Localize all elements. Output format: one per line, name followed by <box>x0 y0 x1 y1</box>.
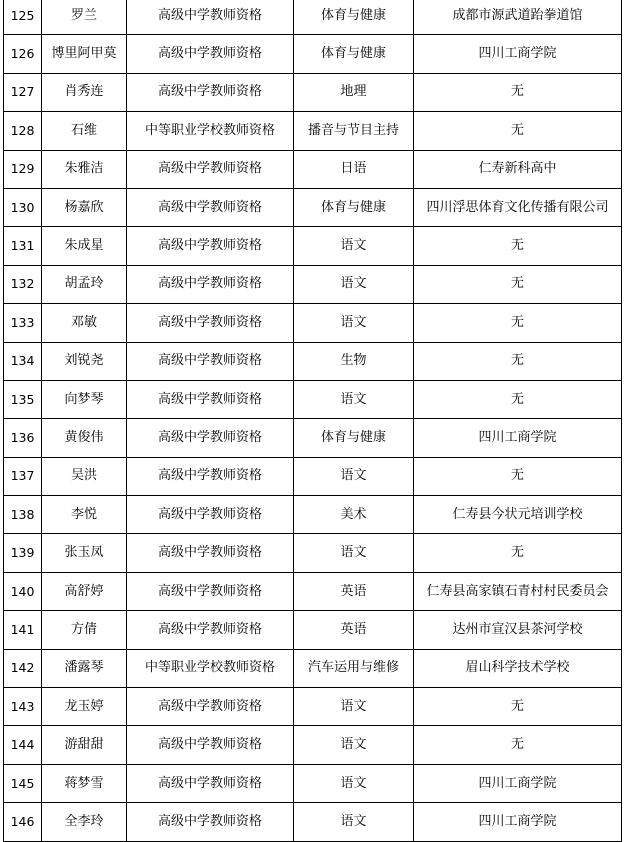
work-unit-cell: 无 <box>414 534 622 572</box>
row-number-cell: 126 <box>4 35 42 73</box>
subject-cell: 体育与健康 <box>294 419 414 457</box>
row-number-cell: 127 <box>4 73 42 111</box>
name-cell: 朱成星 <box>42 227 127 265</box>
qualification-cell: 高级中学教师资格 <box>127 380 294 418</box>
table-row <box>4 572 622 610</box>
work-unit-cell: 仁寿县今状元培训学校 <box>414 496 622 534</box>
work-unit-cell: 无 <box>414 457 622 495</box>
name-cell: 刘锐尧 <box>42 342 127 380</box>
subject-cell: 英语 <box>294 611 414 649</box>
name-cell: 全李玲 <box>42 803 127 841</box>
table-row <box>4 764 622 802</box>
qualification-cell: 高级中学教师资格 <box>127 572 294 610</box>
row-number-cell: 133 <box>4 304 42 342</box>
name-cell: 博里阿甲莫 <box>42 35 127 73</box>
table-row <box>4 73 622 111</box>
name-cell: 朱雅洁 <box>42 150 127 188</box>
qualification-cell: 高级中学教师资格 <box>127 803 294 841</box>
work-unit-cell: 无 <box>414 227 622 265</box>
table-row <box>4 35 622 73</box>
subject-cell: 体育与健康 <box>294 0 414 35</box>
qualification-cell: 高级中学教师资格 <box>127 496 294 534</box>
work-unit-cell: 无 <box>414 342 622 380</box>
qualification-cell: 高级中学教师资格 <box>127 0 294 35</box>
subject-cell: 地理 <box>294 73 414 111</box>
row-number-cell: 131 <box>4 227 42 265</box>
qualification-cell: 高级中学教师资格 <box>127 342 294 380</box>
work-unit-cell: 达州市宣汉县茶河学校 <box>414 611 622 649</box>
table-body <box>4 0 622 841</box>
subject-cell: 体育与健康 <box>294 35 414 73</box>
subject-cell: 语文 <box>294 688 414 726</box>
name-cell: 龙玉婷 <box>42 688 127 726</box>
qualification-cell: 高级中学教师资格 <box>127 265 294 303</box>
work-unit-cell: 四川工商学院 <box>414 419 622 457</box>
row-number-cell: 129 <box>4 150 42 188</box>
name-cell: 蒋梦雪 <box>42 764 127 802</box>
name-cell: 石维 <box>42 112 127 150</box>
teacher-qualification-table <box>3 0 622 842</box>
work-unit-cell: 无 <box>414 304 622 342</box>
table-row <box>4 112 622 150</box>
row-number-cell: 143 <box>4 688 42 726</box>
row-number-cell: 144 <box>4 726 42 764</box>
subject-cell: 语文 <box>294 457 414 495</box>
subject-cell: 汽车运用与维修 <box>294 649 414 687</box>
subject-cell: 语文 <box>294 764 414 802</box>
row-number-cell: 132 <box>4 265 42 303</box>
table-row <box>4 611 622 649</box>
table-row <box>4 688 622 726</box>
qualification-cell: 高级中学教师资格 <box>127 304 294 342</box>
qualification-cell: 高级中学教师资格 <box>127 188 294 226</box>
work-unit-cell: 仁寿县高家镇石青村村民委员会 <box>414 572 622 610</box>
name-cell: 吴洪 <box>42 457 127 495</box>
table-row <box>4 227 622 265</box>
qualification-cell: 高级中学教师资格 <box>127 419 294 457</box>
name-cell: 李悦 <box>42 496 127 534</box>
table-row <box>4 265 622 303</box>
table-row <box>4 188 622 226</box>
row-number-cell: 130 <box>4 188 42 226</box>
subject-cell: 语文 <box>294 803 414 841</box>
row-number-cell: 128 <box>4 112 42 150</box>
subject-cell: 语文 <box>294 304 414 342</box>
name-cell: 肖秀连 <box>42 73 127 111</box>
subject-cell: 语文 <box>294 265 414 303</box>
subject-cell: 语文 <box>294 227 414 265</box>
work-unit-cell: 无 <box>414 688 622 726</box>
subject-cell: 英语 <box>294 572 414 610</box>
work-unit-cell: 无 <box>414 380 622 418</box>
work-unit-cell: 四川工商学院 <box>414 803 622 841</box>
name-cell: 潘露琴 <box>42 649 127 687</box>
table-row <box>4 726 622 764</box>
qualification-cell: 高级中学教师资格 <box>127 764 294 802</box>
work-unit-cell: 四川工商学院 <box>414 764 622 802</box>
qualification-cell: 高级中学教师资格 <box>127 611 294 649</box>
name-cell: 黄俊伟 <box>42 419 127 457</box>
row-number-cell: 146 <box>4 803 42 841</box>
table-row <box>4 419 622 457</box>
qualification-cell: 高级中学教师资格 <box>127 726 294 764</box>
row-number-cell: 136 <box>4 419 42 457</box>
work-unit-cell: 四川工商学院 <box>414 35 622 73</box>
qualification-cell: 高级中学教师资格 <box>127 688 294 726</box>
name-cell: 向梦琴 <box>42 380 127 418</box>
work-unit-cell: 眉山科学技术学校 <box>414 649 622 687</box>
row-number-cell: 137 <box>4 457 42 495</box>
qualification-cell: 高级中学教师资格 <box>127 534 294 572</box>
row-number-cell: 141 <box>4 611 42 649</box>
table-row <box>4 0 622 35</box>
row-number-cell: 138 <box>4 496 42 534</box>
name-cell: 方倩 <box>42 611 127 649</box>
name-cell: 罗兰 <box>42 0 127 35</box>
work-unit-cell: 四川浮思体育文化传播有限公司 <box>414 188 622 226</box>
qualification-cell: 高级中学教师资格 <box>127 227 294 265</box>
subject-cell: 美术 <box>294 496 414 534</box>
work-unit-cell: 无 <box>414 112 622 150</box>
table-row <box>4 150 622 188</box>
table-row <box>4 380 622 418</box>
name-cell: 游甜甜 <box>42 726 127 764</box>
subject-cell: 生物 <box>294 342 414 380</box>
table-row <box>4 649 622 687</box>
row-number-cell: 125 <box>4 0 42 35</box>
row-number-cell: 134 <box>4 342 42 380</box>
table-row <box>4 304 622 342</box>
subject-cell: 播音与节目主持 <box>294 112 414 150</box>
subject-cell: 体育与健康 <box>294 188 414 226</box>
qualification-cell: 高级中学教师资格 <box>127 73 294 111</box>
row-number-cell: 145 <box>4 764 42 802</box>
row-number-cell: 135 <box>4 380 42 418</box>
subject-cell: 语文 <box>294 534 414 572</box>
work-unit-cell: 无 <box>414 726 622 764</box>
table-row <box>4 496 622 534</box>
work-unit-cell: 成都市源武道跆拳道馆 <box>414 0 622 35</box>
table-row <box>4 803 622 841</box>
name-cell: 高舒婷 <box>42 572 127 610</box>
table-row <box>4 457 622 495</box>
table-row <box>4 534 622 572</box>
work-unit-cell: 仁寿新科高中 <box>414 150 622 188</box>
row-number-cell: 142 <box>4 649 42 687</box>
qualification-cell: 高级中学教师资格 <box>127 150 294 188</box>
subject-cell: 日语 <box>294 150 414 188</box>
qualification-cell: 中等职业学校教师资格 <box>127 649 294 687</box>
row-number-cell: 140 <box>4 572 42 610</box>
work-unit-cell: 无 <box>414 265 622 303</box>
name-cell: 胡孟玲 <box>42 265 127 303</box>
qualification-cell: 高级中学教师资格 <box>127 35 294 73</box>
subject-cell: 语文 <box>294 380 414 418</box>
qualification-cell: 高级中学教师资格 <box>127 457 294 495</box>
qualification-cell: 中等职业学校教师资格 <box>127 112 294 150</box>
subject-cell: 语文 <box>294 726 414 764</box>
name-cell: 杨嘉欣 <box>42 188 127 226</box>
name-cell: 张玉凤 <box>42 534 127 572</box>
table-row <box>4 342 622 380</box>
work-unit-cell: 无 <box>414 73 622 111</box>
row-number-cell: 139 <box>4 534 42 572</box>
name-cell: 邓敏 <box>42 304 127 342</box>
